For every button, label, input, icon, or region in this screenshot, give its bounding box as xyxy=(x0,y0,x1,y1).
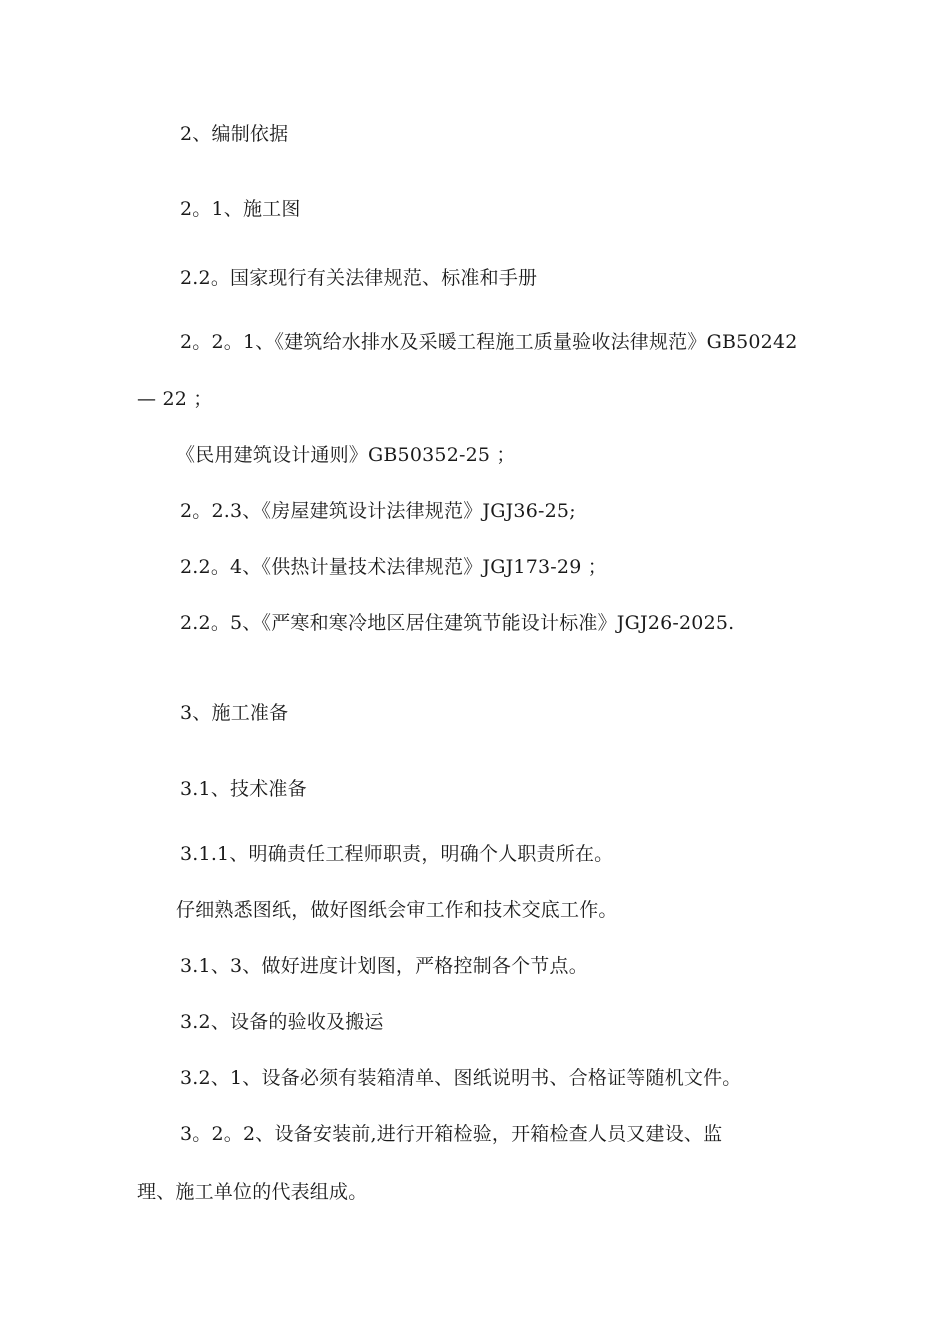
section-heading-3: 3、施工准备 xyxy=(180,702,289,724)
subsection-heading-2-1: 2。1、施工图 xyxy=(180,198,301,220)
paragraph-2-2-3: 2。2.3、《房屋建筑设计法律规范》JGJ36-25; xyxy=(180,500,576,522)
subsection-heading-3-2: 3.2、设备的验收及搬运 xyxy=(180,1011,384,1033)
paragraph-2-2-1-continued: — 22 ； xyxy=(137,388,213,410)
paragraph-2-2-1: 2。2。1、《建筑给水排水及采暖工程施工质量验收法律规范》GB50242 xyxy=(180,331,798,353)
section-heading-2: 2、编制依据 xyxy=(180,123,289,145)
paragraph-3-2-2: 3。2。2、设备安装前,进行开箱检验，开箱检查人员又建设、监 xyxy=(180,1123,723,1145)
paragraph-2-2-4: 2.2。4、《供热计量技术法律规范》JGJ173-29 ； xyxy=(180,556,607,578)
paragraph-2-2-2: 《民用建筑设计通则》GB50352-25 ； xyxy=(176,444,516,466)
paragraph-3-1-3: 3.1、3、做好进度计划图，严格控制各个节点。 xyxy=(180,955,588,977)
paragraph-3-2-1: 3.2、1、设备必须有装箱清单、图纸说明书、合格证等随机文件。 xyxy=(180,1067,742,1089)
paragraph-3-2-2-continued: 理、施工单位的代表组成。 xyxy=(137,1181,368,1203)
paragraph-2-2-5: 2.2。5、《严寒和寒冷地区居住建筑节能设计标准》JGJ26-2025. xyxy=(180,612,735,634)
subsection-heading-3-1: 3.1、技术准备 xyxy=(180,778,307,800)
paragraph-3-1-1: 3.1.1、明确责任工程师职责，明确个人职责所在。 xyxy=(180,843,614,865)
paragraph-3-1-2: 仔细熟悉图纸，做好图纸会审工作和技术交底工作。 xyxy=(176,899,618,921)
subsection-heading-2-2: 2.2。国家现行有关法律规范、标准和手册 xyxy=(180,267,538,289)
